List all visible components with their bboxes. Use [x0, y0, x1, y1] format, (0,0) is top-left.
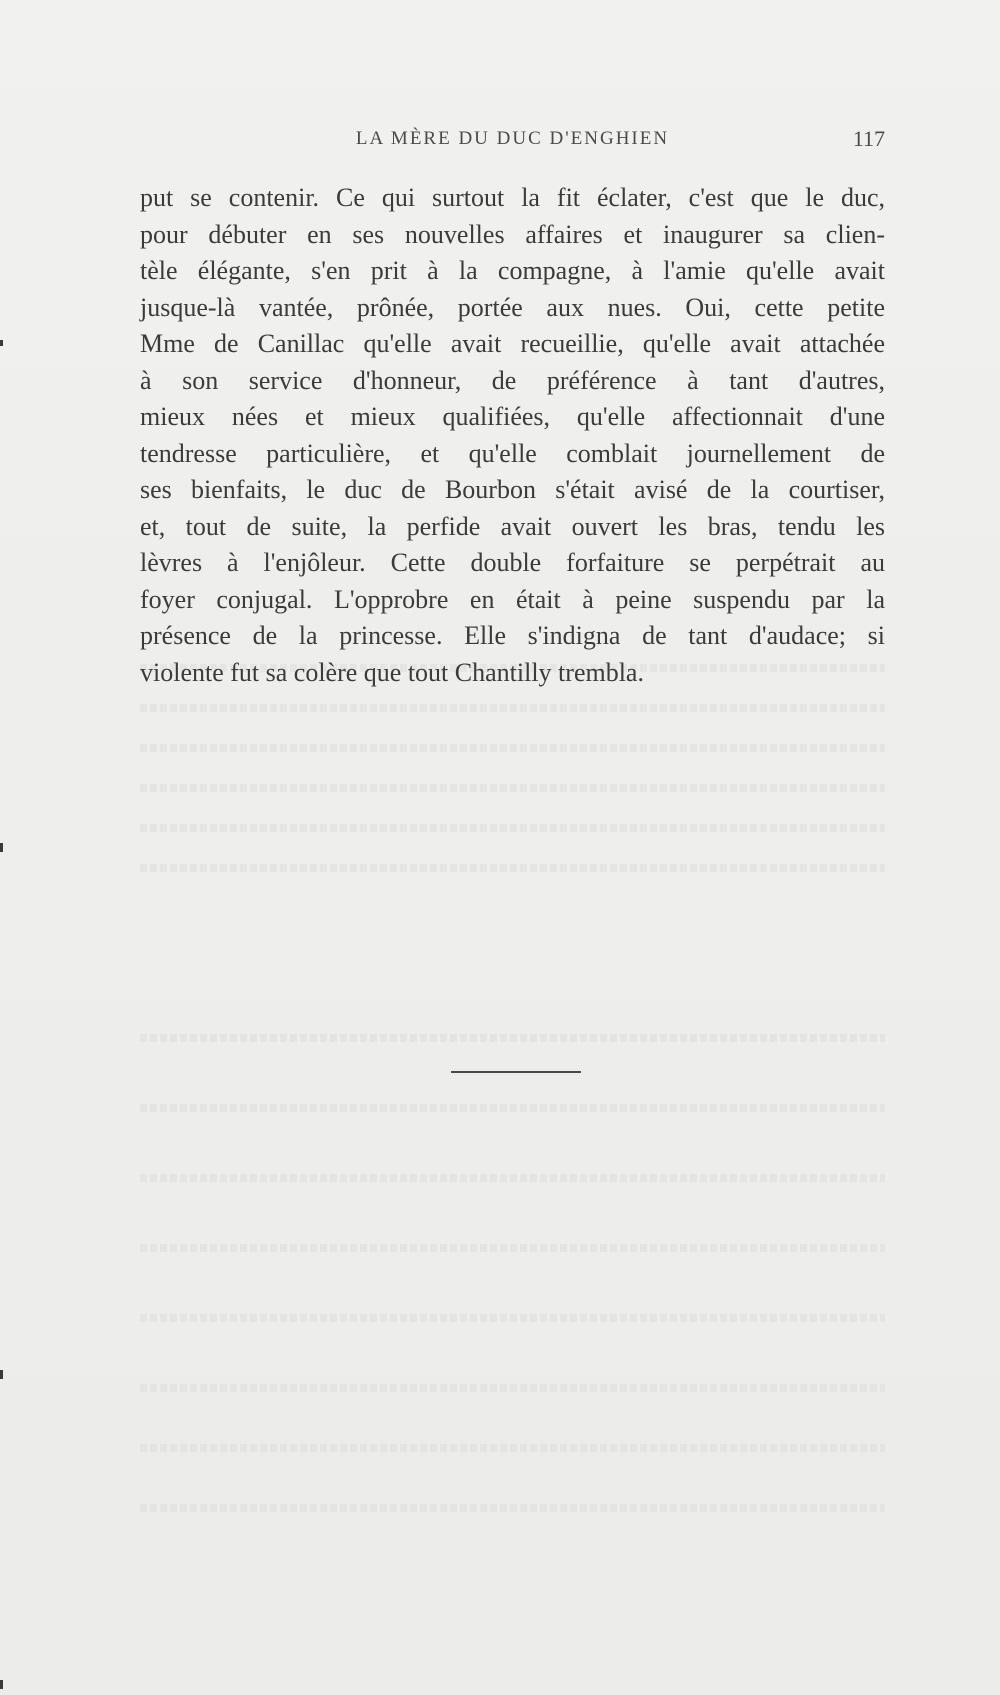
text-line: tendresse particulière, et qu'elle comblait journellement de: [140, 438, 885, 468]
show-through-line: [140, 1310, 885, 1326]
section-rule: [451, 1071, 581, 1073]
binding-mark: [0, 843, 3, 852]
text-line: Mme de Canillac qu'elle avait recueillie, qu'elle avait attachée: [140, 329, 885, 358]
running-title: LA MÈRE DU DUC D'ENGHIEN: [355, 128, 670, 149]
show-through-line: [140, 1240, 885, 1256]
show-through-line: [140, 660, 885, 676]
text-line: à son service d'honneur, de préférence à tant d'autres,: [140, 365, 885, 395]
text-line: présence de la princesse. Elle s'indigna de tant d'audace; si: [140, 621, 885, 650]
text-line: et, tout de suite, la perfide avait ouvert les bras, tendu les: [140, 511, 885, 541]
show-through-line: [140, 860, 885, 876]
show-through-line: [140, 1380, 885, 1396]
show-through-line: [140, 1030, 885, 1046]
show-through-line: [140, 740, 885, 756]
text-line: lèvres à l'enjôleur. Cette double forfaiture se perpétrait au: [140, 548, 885, 577]
text-line: jusque-là vantée, prônée, portée aux nues. Oui, cette petite: [140, 292, 885, 322]
show-through-line: [140, 780, 885, 796]
show-through-line: [140, 1100, 885, 1116]
binding-mark: [0, 1680, 3, 1689]
text-line: mieux nées et mieux qualifiées, qu'elle affectionnait d'une: [140, 402, 885, 431]
text-line: tèle élégante, s'en prit à la compagne, à l'amie qu'elle avait: [140, 256, 885, 285]
body-text: [140, 180, 885, 691]
text-line: ses bienfaits, le duc de Bourbon s'était avisé de la courtiser,: [140, 475, 885, 504]
running-head: [140, 128, 885, 158]
text-line: pour débuter en ses nouvelles affaires et inaugurer sa clien-: [140, 219, 885, 249]
page-number: 117: [852, 126, 885, 151]
text-line: violente fut sa colère que tout Chantilly trembla.: [140, 657, 644, 687]
show-through-line: [140, 1440, 885, 1456]
binding-mark: [0, 1370, 3, 1379]
show-through-line: [140, 700, 885, 716]
binding-mark: [0, 340, 3, 346]
show-through-line: [140, 1500, 885, 1516]
text-line: put se contenir. Ce qui surtout la fit éclater, c'est que le duc,: [140, 183, 885, 212]
show-through-line: [140, 820, 885, 836]
text-line: foyer conjugal. L'opprobre en était à peine suspendu par la: [140, 584, 885, 614]
show-through-line: [140, 1170, 885, 1186]
